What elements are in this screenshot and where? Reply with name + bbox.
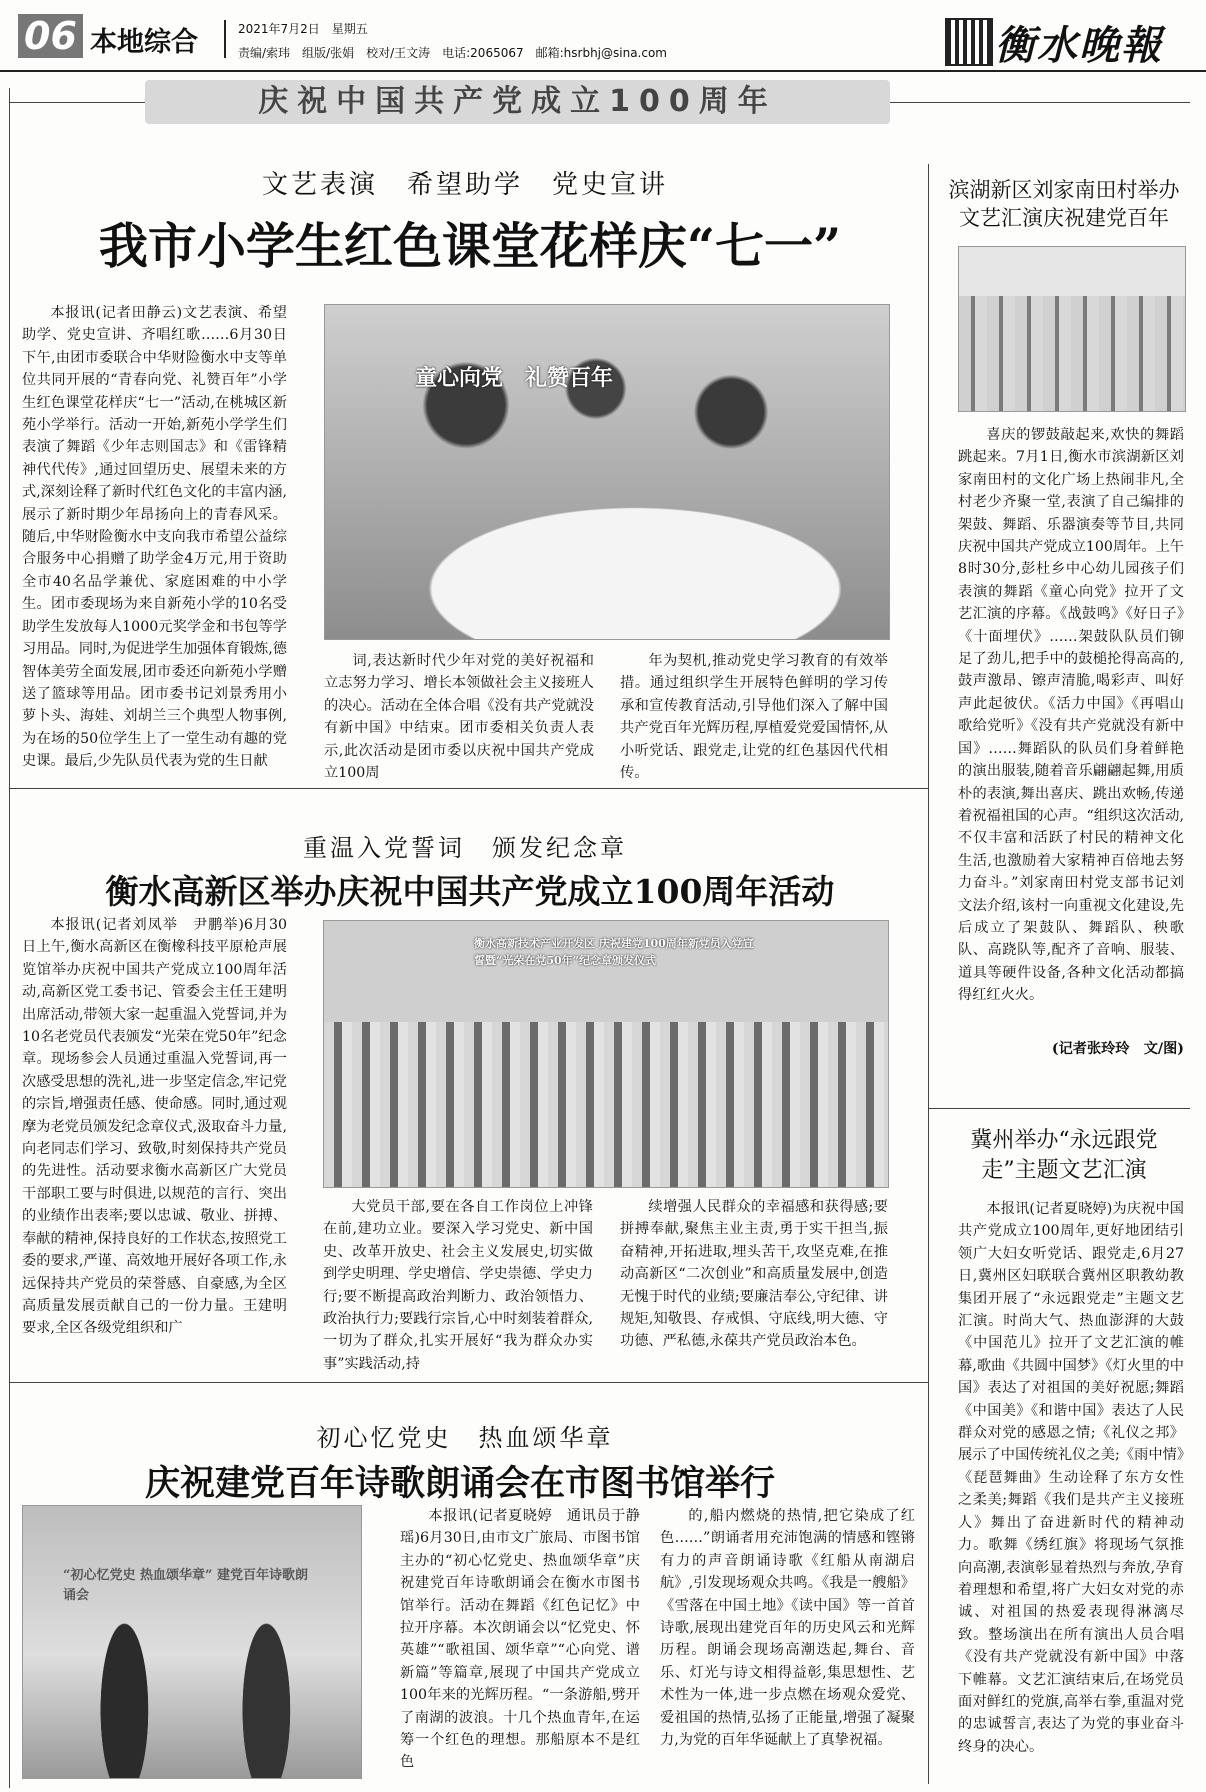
left-border — [9, 88, 10, 1788]
sidebar2-text: 本报讯(记者夏晓婷)为庆祝中国共产党成立100周年,更好地团结引领广大妇女听党话、跟党走,6月27日,冀州区妇联联合冀州区职教幼教集团开展了“永远跟党走”主题文艺汇演。时尚大气、热血澎湃的大鼓《中国范儿》拉开了文艺汇演的帷幕,歌曲《共圆中国梦》《灯火里的中国》表达了对祖国的美好祝愿;舞蹈《中国美》《和谐中国》表达了人民群众对党的感恩之情;《礼仪之邦》展示了中国传统礼仪之美;《雨中情》《琵琶舞曲》生动诠释了东方女性之柔美;舞蹈《我们是共产主义接班人》舞出了奋进新时代的精神动力。歌舞《绣红旗》将现场气氛推向高潮,表演彰显着热烈与奔放,孕育着理想和希望,将广大妇女对党的赤诚、对祖国的热爱表现得淋漓尽致。整场演出在所有演出人员合唱《没有共产党就没有新中国》中落下帷幕。文艺汇演结束后,在场党员面对鲜红的党旗,高举右拳,重温对党的忠诚誓言,表达了为党的事业奋斗终身的决心。 — [958, 1201, 1184, 1755]
photo3-stage-text: “初心忆党史 热血颂华章” 建党百年诗歌朗诵会 — [63, 1568, 309, 1603]
page-number: 06 — [18, 14, 83, 58]
article1-photo — [324, 304, 890, 640]
article3-photo — [22, 1505, 362, 1779]
article1-headline: 我市小学生红色课堂花样庆“七一” — [98, 217, 842, 275]
article1-kicker: 文艺表演 希望助学 党史宣讲 — [261, 170, 668, 200]
sidebar1-byline: (记者张玲玲 文/图) — [1051, 1041, 1184, 1057]
article-divider-2 — [9, 1382, 928, 1383]
sidebar1-text: 喜庆的锣鼓敲起来,欢快的舞蹈跳起来。7月1日,衡水市滨湖新区刘家南田村的文化广场上热闹非凡,全村老少齐聚一堂,表演了自己编排的架鼓、舞蹈、乐器演奏等节目,共同庆祝中国共产党成立100周年。上午8时30分,彭杜乡中心幼儿园孩子们表演的舞蹈《童心向党》拉开了文艺汇演的序幕。《战鼓鸣》《好日子》《十面埋伏》……架鼓队队员们铆足了劲儿,把手中的鼓槌抡得高高的,鼓声激昂、镲声清脆,喝彩声、叫好声此起彼伏。《活力中国》《再唱山歌给党听》《没有共产党就没有新中国》……舞蹈队的队员们身着鲜艳的演出服装,随着音乐翩翩起舞,用质朴的表演,舞出喜庆、跳出欢畅,传递着祝福祖国的心声。“组织这次活动,不仅丰富和活跃了村民的精神文化生活,也激励着大家精神百倍地去努力奋斗。”刘家南田村党支部书记刘文法介绍,该村一向重视文化建设,先后成立了架鼓队、舞蹈队、秧歌队、高跷队等,配齐了音响、服装、道具等硬件设备,各种文化活动都搞得红红火火。 — [958, 427, 1184, 1004]
qr-code-icon — [945, 18, 993, 66]
top-border-right — [890, 102, 1190, 103]
article1-column-1: 本报讯(记者田静云)文艺表演、希望助学、党史宣讲、齐唱红歌……6月30日下午,由团市委联合中华财险衡水中支等单位共同开展的“青春向党、礼赞百年”小学生红色课堂花样庆“七一”活动,在桃城区新苑小学举行。活动一开始,新苑小学学生们表演了舞蹈《少年志则国志》和《雷锋精神代代传》,通过回望历史、展望未来的方式,深刻诠释了新时代红色文化的丰富内涵,展示了新时期少年昂扬向上的青春风采。随后,中华财险衡水中支向我市希望公益综合服务中心捐赠了助学金4万元,用于资助全市40名品学兼优、家庭困难的中小学生。团市委现场为来自新苑小学的10名受助学生发放每人1000元奖学金和书包等学习用品。同时,为促进学生加强体育锻炼,德智体美劳全面发展,团市委还向新苑小学赠送了篮球等用品。团市委书记刘景秀用小萝卜头、海娃、刘胡兰三个典型人物事例,为在场的50位学生上了一堂生动有趣的党史课。最后,少先队员代表为党的生日献 — [22, 305, 287, 770]
article1-column-2: 词,表达新时代少年对党的美好祝福和立志努力学习、增长本领做社会主义接班人的决心。活动在全体合唱《没有共产党就没有新中国》中结束。团市委相关负责人表示,此次活动是团市委以庆祝中国共产党成立100周 — [324, 653, 594, 782]
section-title: 本地综合 — [90, 27, 198, 58]
article2-column-2: 大党员干部,要在各自工作岗位上冲锋在前,建功立业。要深入学习党史、新中国史、改革开放史、社会主义发展史,切实做到学史明理、学史增信、学史崇德、学史力行;要不断提高政治判断力、政治领悟力、政治执行力;要践行宗旨,心中时刻装着群众,一切为了群众,扎实开展好“我为群众办实事”实践活动,持 — [323, 1199, 593, 1372]
issue-date: 2021年7月2日 星期五 — [238, 22, 368, 36]
article3-headline: 庆祝建党百年诗歌朗诵会在市图书馆举行 — [144, 1463, 775, 1504]
article2-column-1: 本报讯(记者刘凤举 尹鹏举)6月30日上午,衡水高新区在衡橡科技平原枪声展览馆举办庆祝中国共产党成立100周年活动,高新区党工委书记、管委会主任王建明出席活动,带领大家一起重温入党誓词,并为10名老党员代表颁发“光荣在党50年”纪念章。现场参会人员通过重温入党誓词,再一次感受思想的洗礼,进一步坚定信念,牢记党的宗旨,增强责任感、使命感。同时,通过观摩为老党员颁发纪念章仪式,汲取奋斗力量,向老同志们学习、致敬,时刻保持共产党员的先进性。活动要求衡水高新区广大党员干部职工要与时俱进,以规范的言行、突出的业绩作出表率;要以忠诚、敬业、拼搏、奉献的精神,保持良好的工作状态,按照党工委的要求,严谨、高效地开展好各项工作,永远保持共产党员的荣誉感、自豪感,为全区高质量发展贡献自己的一份力量。王建明要求,全区各级党组织和广 — [22, 917, 287, 1337]
theme-banner: 庆祝中国共产党成立100周年 — [145, 80, 890, 124]
editorial-credits: 责编/索玮 组版/张娟 校对/王文涛 电话:2065067 邮箱:hsrbhj@sina.com — [238, 46, 667, 60]
photo2-screen-text: 衡水高新技术产业开发区 庆祝建党100周年新党员入党宣誓暨“光荣在党50年”纪念章颁发仪式 — [474, 937, 754, 967]
article2-photo — [323, 920, 889, 1188]
article2-kicker: 重温入党誓词 颁发纪念章 — [303, 834, 627, 862]
sidebar2-headline: 冀州举办“永远跟党走”主题文艺汇演 — [970, 1128, 1158, 1183]
article2-column-3: 续增强人民群众的幸福感和获得感;要拼搏奉献,聚焦主业主责,勇于实干担当,振奋精神,开拓进取,埋头苦干,攻坚克难,在推动高新区“二次创业”和高质量发展中,创造无愧于时代的业绩;要廉洁奉公,守纪律、讲规矩,知敬畏、存戒惧、守底线,明大德、守功德、严私德,永葆共产党员政治本色。 — [620, 1199, 888, 1350]
article1-column-3: 年为契机,推动党史学习教育的有效举措。通过组织学生开展特色鲜明的学习传承和宣传教育活动,引导他们深入了解中国共产党百年光辉历程,厚植爱党爱国情怀,从小听党话、跟党走,让党的红色基因代代相传。 — [620, 653, 888, 782]
sidebar-divider — [928, 1108, 1190, 1109]
article3-kicker: 初心忆党史 热血颂华章 — [316, 1424, 614, 1452]
photo1-banner-text: 童心向党 礼赞百年 — [415, 365, 614, 391]
top-border-left — [9, 102, 145, 103]
newspaper-masthead: 衡水晚報 — [995, 22, 1163, 69]
header-divider — [224, 20, 226, 58]
sidebar1-photo — [958, 246, 1186, 412]
header-rule — [0, 70, 1206, 72]
sidebar1-headline: 滨湖新区刘家南田村举办文艺汇演庆祝建党百年 — [948, 178, 1180, 230]
column-divider — [928, 164, 929, 1784]
article3-column-2: 的,船内燃烧的热情,把它染成了红色……”朗诵者用充沛饱满的情感和铿锵有力的声音朗诵诗歌《红船从南湖启航》,引发现场观众共鸣。《我是一艘船》《雪落在中国土地》《读中国》等一首首诗歌,展现出建党百年的历史风云和光辉历程。朗诵会现场高潮迭起,舞台、音乐、灯光与诗文相得益彰,集思想性、艺术性为一体,进一步点燃在场观众爱党、爱祖国的热情,弘扬了正能量,增强了凝聚力,为党的百年华诞献上了真挚祝福。 — [660, 1508, 915, 1749]
article2-headline: 衡水高新区举办庆祝中国共产党成立100周年活动 — [105, 872, 835, 911]
article-divider-1 — [9, 788, 928, 789]
article3-column-1: 本报讯(记者夏晓婷 通讯员于静瑶)6月30日,由市文广旅局、市图书馆主办的“初心忆党史、热血颂华章”庆祝建党百年诗歌朗诵会在衡水市图书馆举行。活动在舞蹈《红色记忆》中拉开序幕。本次朗诵会以“忆党史、怀英雄”“歌祖国、颂华章”“心向党、谱新篇”等篇章,展现了中国共产党成立100年来的光辉历程。“一条游船,劈开了南湖的波浪。十几个热血青年,在运筹一个红色的理想。那船原本不是红色 — [400, 1508, 640, 1771]
